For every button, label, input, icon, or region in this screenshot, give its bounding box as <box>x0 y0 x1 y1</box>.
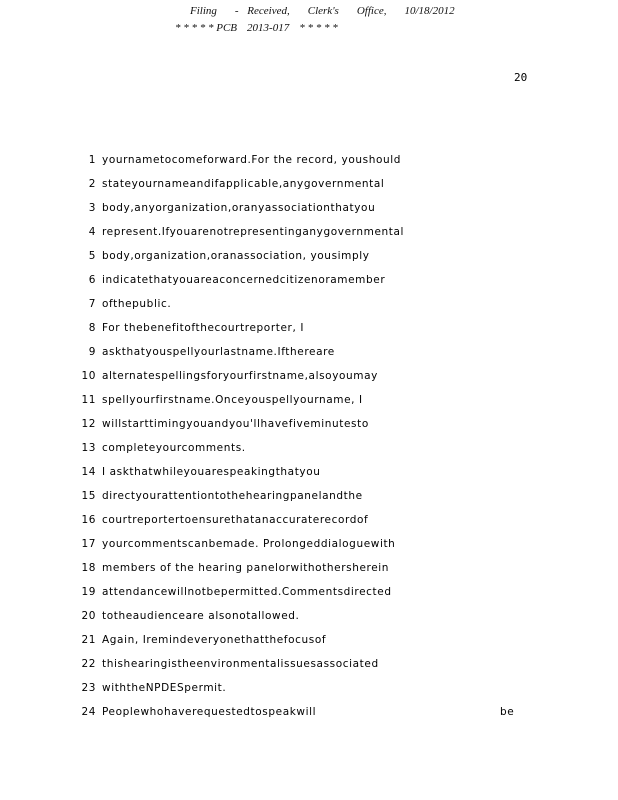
line-text: askthatyouspellyourlastname.Ifthereare <box>102 346 335 358</box>
line-text: willstarttimingyouandyou'llhavefiveminutesto <box>102 418 369 430</box>
line-number: 13 <box>81 442 96 454</box>
line-number: 24 <box>81 706 96 718</box>
line-text: For thebenefitofthecourtreporter, I <box>102 322 305 334</box>
stamp-line-1-part: - Received, <box>234 5 290 17</box>
stamp-line-1-part: Clerk's <box>307 5 339 17</box>
line-number: 15 <box>81 490 96 502</box>
line-text: yourcommentscanbemade. Prolongeddialoguewith <box>102 538 396 550</box>
line-text: courtreportertoensurethatanaccuraterecordof <box>102 514 369 526</box>
line-number: 18 <box>81 562 96 574</box>
line-number: 23 <box>81 682 96 694</box>
line-number: 4 <box>88 226 96 238</box>
stamp-line-2-part: * * * * * <box>299 22 338 34</box>
line-number: 6 <box>88 274 96 286</box>
line-text: thishearingistheenvironmentalissuesassociated <box>102 658 379 670</box>
page-number: 20 <box>514 71 528 84</box>
line-number: 10 <box>81 370 96 382</box>
line-text: yournametocomeforward.For the record, youshould <box>102 154 402 166</box>
line-number: 11 <box>81 394 96 406</box>
line-number: 21 <box>81 634 96 646</box>
line-tail-text: be <box>500 706 515 718</box>
line-number: 20 <box>81 610 96 622</box>
line-text: attendancewillnotbepermitted.Commentsdirected <box>102 586 392 598</box>
line-number: 1 <box>88 154 96 166</box>
line-text: stateyournameandifapplicable,anygovernmental <box>102 178 385 190</box>
line-number: 22 <box>81 658 96 670</box>
stamp-line-1-part: 10/18/2012 <box>404 5 455 17</box>
line-text: body,anyorganization,oranyassociationthatyou <box>102 202 376 214</box>
filing-stamp-line-1 <box>190 5 473 17</box>
stamp-line-2-part: * * * * * PCB <box>175 22 238 34</box>
line-text: alternatespellingsforyourfirstname,alsoyoumay <box>102 370 378 382</box>
line-text: Peoplewhohaverequestedtospeakwill <box>102 706 317 718</box>
stamp-line-2-part: 2013-017 <box>247 22 290 34</box>
line-text: body,organization,oranassociation, yousimply <box>102 250 370 262</box>
line-number: 3 <box>88 202 96 214</box>
line-number: 5 <box>88 250 96 262</box>
line-number: 7 <box>88 298 96 310</box>
line-number: 17 <box>81 538 96 550</box>
line-number: 12 <box>81 418 96 430</box>
line-text: withtheNPDESpermit. <box>102 682 227 694</box>
line-text: represent.Ifyouarenotrepresentinganygovernmental <box>102 226 405 238</box>
line-text: directyourattentiontothehearingpanelandthe <box>102 490 363 502</box>
line-number: 14 <box>81 466 96 478</box>
line-text: ofthepublic. <box>102 298 172 310</box>
line-number: 19 <box>81 586 96 598</box>
line-text: I askthatwhileyouarespeakingthatyou <box>102 466 321 478</box>
line-number: 9 <box>88 346 96 358</box>
line-text: completeyourcomments. <box>102 442 246 454</box>
line-text: members of the hearing panelorwithothersherein <box>102 562 390 574</box>
line-number: 2 <box>88 178 96 190</box>
stamp-line-1-part: Filing <box>190 5 217 17</box>
filing-stamp-line-2 <box>175 22 348 34</box>
line-number: 8 <box>88 322 96 334</box>
line-text: Again, Iremindeveryonethatthefocusof <box>102 634 327 646</box>
line-number: 16 <box>81 514 96 526</box>
line-text: indicatethatyouareaconcernedcitizenoramember <box>102 274 386 286</box>
line-text: spellyourfirstname.Onceyouspellyourname, I <box>102 394 363 406</box>
line-text: totheaudienceare alsonotallowed. <box>102 610 300 622</box>
stamp-line-1-part: Office, <box>356 5 387 17</box>
